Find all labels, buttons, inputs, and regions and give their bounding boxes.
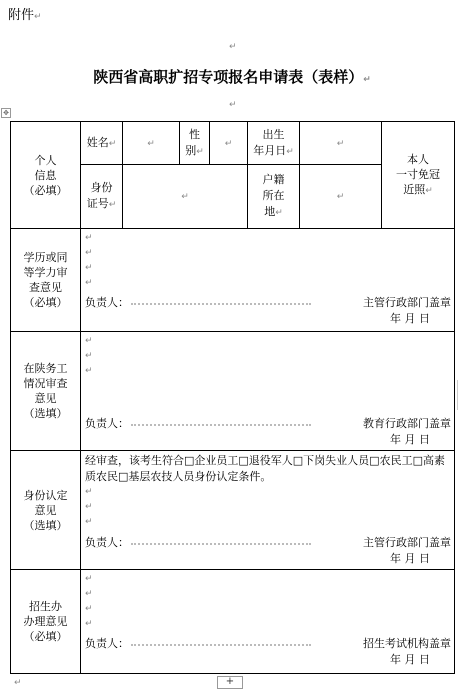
section-body-admissions[interactable]: ↵ ↵ ↵ ↵ 负责人： 招生考试机构盖章 年 月 日: [81, 570, 455, 674]
stamp-label: 招生考试机构盖章: [363, 637, 451, 650]
section-body-work[interactable]: ↵ ↵ ↵ 负责人： 教育行政部门盖章 年 月 日: [81, 332, 455, 451]
date-line: 年 月 日: [390, 312, 430, 325]
birth-date-label: 出生 年月日↵: [248, 122, 300, 165]
signature-line: 负责人： 教育行政部门盖章: [85, 417, 451, 430]
birth-date-field[interactable]: ↵: [300, 122, 382, 165]
date-line: 年 月 日: [390, 433, 430, 446]
stamp-label: 教育行政部门盖章: [363, 417, 451, 430]
date-line: 年 月 日: [390, 653, 430, 666]
date-line: 年 月 日: [390, 552, 430, 565]
application-form-table: [10, 121, 455, 674]
photo-box: 本人 一寸免冠 近照↵: [382, 122, 455, 229]
signature-line: 负责人： 主管行政部门盖章: [85, 536, 451, 549]
add-row-button[interactable]: +: [217, 676, 243, 689]
identity-statement: 经审查，该考生符合□企业员工□退役军人□下岗失业人员□农民工□高素质农民□基层农技人员身份认定条件。: [85, 454, 445, 483]
signature-line: 负责人： 招生考试机构盖章: [85, 637, 451, 650]
paragraph-mark: ↵: [34, 12, 42, 22]
stamp-label: 主管行政部门盖章: [363, 296, 451, 309]
name-label: 姓名↵: [81, 122, 123, 165]
gender-label: 性 别↵: [180, 122, 210, 165]
id-number-label: 身份 证号↵: [81, 165, 123, 229]
stamp-label: 主管行政部门盖章: [363, 536, 451, 549]
paragraph-mark: ↵: [229, 100, 237, 110]
section-label-education: 学历或同 等学力审 查意见 （必填）: [11, 229, 81, 332]
paragraph-mark: ↵: [14, 678, 22, 688]
scrollbar[interactable]: [457, 380, 464, 410]
section-label-identity: 身份认定 意见 （选填）: [11, 451, 81, 570]
page-title: 陕西省高职扩招专项报名申请表（表样）↵: [93, 68, 371, 86]
paragraph-mark: ↵: [363, 75, 371, 85]
signature-line: 负责人： 主管行政部门盖章: [85, 296, 451, 309]
personal-info-label: 个人 信息 （必填）: [11, 122, 81, 229]
section-label-admissions: 招生办 办理意见 （必填）: [11, 570, 81, 674]
hukou-field[interactable]: ↵: [300, 165, 382, 229]
gender-field[interactable]: ↵: [210, 122, 248, 165]
hukou-label: 户籍 所在 地↵: [248, 165, 300, 229]
paragraph-mark: ↵: [229, 42, 237, 52]
section-body-identity[interactable]: 经审查，该考生符合□企业员工□退役军人□下岗失业人员□农民工□高素质农民□基层农技人员身份认定条件。 ↵ ↵ ↵ 负责人： 主管行政部门盖章 年 月 日: [81, 451, 455, 570]
table-move-handle-icon[interactable]: ✥: [1, 108, 11, 118]
name-field[interactable]: ↵: [123, 122, 180, 165]
id-number-field[interactable]: ↵: [123, 165, 248, 229]
section-label-work: 在陕务工 情况审查 意见 （选填）: [11, 332, 81, 451]
attachment-label: 附件↵: [8, 8, 42, 23]
section-body-education[interactable]: ↵ ↵ ↵ ↵ 负责人： 主管行政部门盖章 年 月 日: [81, 229, 455, 332]
